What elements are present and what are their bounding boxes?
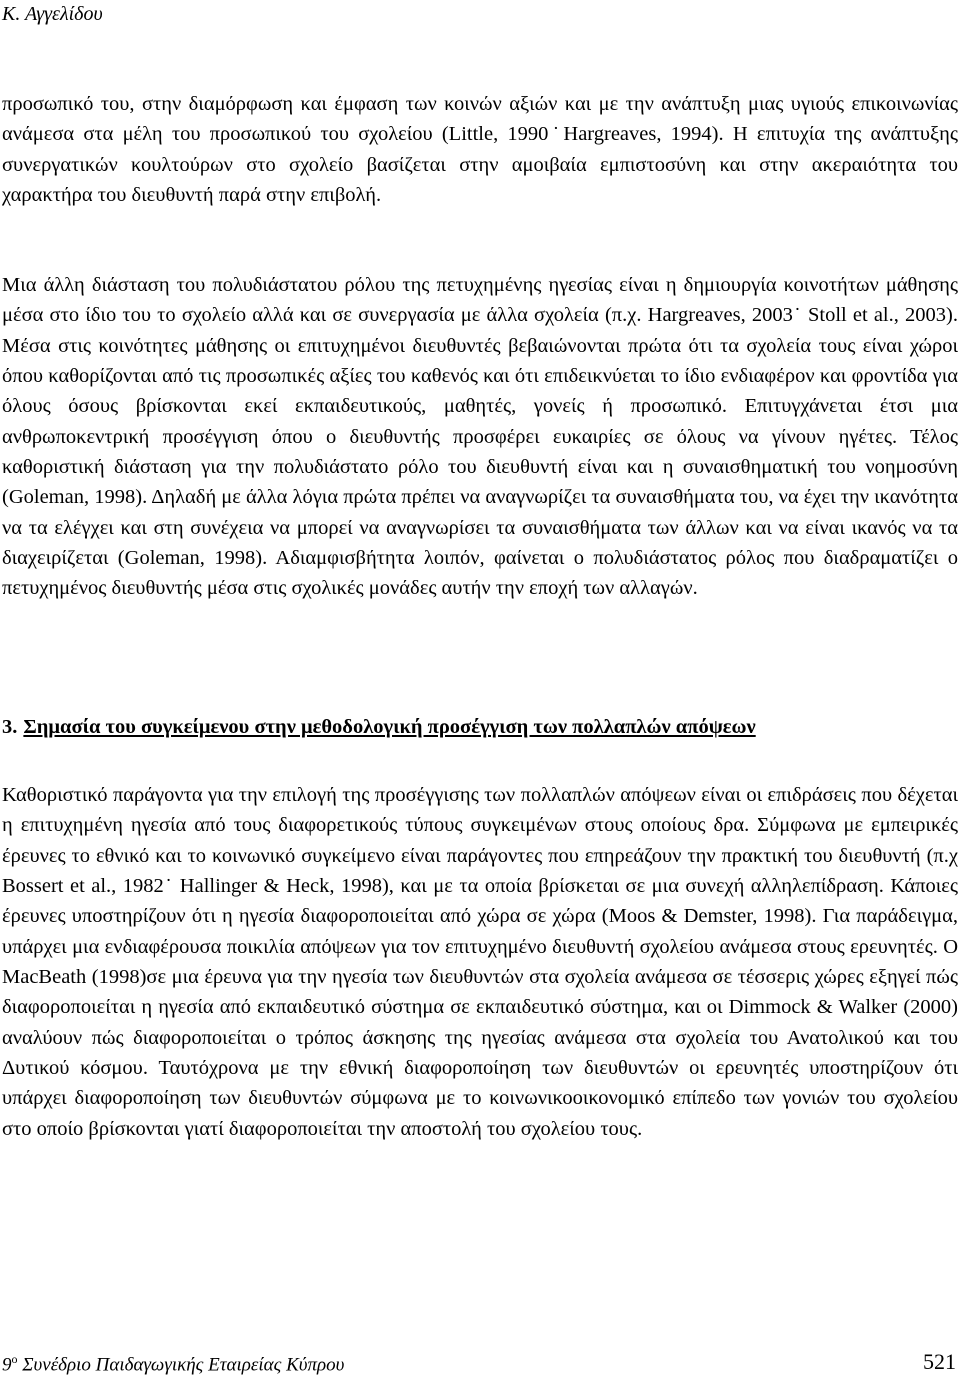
- paragraph-learning-communities: Μια άλλη διάσταση του πολυδιάστατου ρόλου της πετυχημένης ηγεσίας είναι η δημιουργία κοινοτήτων μάθησης μέσα στο ίδιο του το σχολείο αλλά και σε συνεργασία με άλλα σχολεία (π.χ. Hargreaves, 2003˙ Stoll et al., 2003). Μέσα στις κοινότητες μάθησης οι επιτυχημένοι διευθυντές βεβαιώνονται πρώτα ότι τα σχολεία τους είναι χώροι όπου καθορίζονται από τις προσωπικές αξίες του καθενός και ότι επιδεικνύεται το ίδιο ενδιαφέρον και φροντίδα για όλους όσους βρίσκονται εκεί εκπαιδευτικούς, μαθητές, γονείς ή προσωπικό. Επιτυγχάνεται έτσι μια ανθρωποκεντρική προσέγγιση όπου ο διευθυντής προσφέρει ευκαιρίες σε όλους να γίνουν ηγέτες. Τέλος καθοριστική διάσταση για την πολυδιάστατο ρόλο του διευθυντή είναι και η συναισθηματική του νοημοσύνη (Goleman, 1998). Δηλαδή με άλλα λόγια πρώτα πρέπει να αναγνωρίζει τα συναισθήματα του, να έχει την ικανότητα να τα ελέγχει και στη συνέχεια να μπορεί να αναγνωρίσει τα συναισθήματα των άλλων και να είναι ικανός να τα διαχειρίζεται (Goleman, 1998). Αδιαμφισβήτητα λοιπόν, φαίνεται ο πολυδιάστατος ρόλος που διαδραματίζει ο πετυχημένος διευθυντής μέσα στις σχολικές μονάδες αυτήν την εποχή των αλλαγών.: [2, 274, 958, 600]
- section-title: Σημασία του συγκείμενου στην μεθοδολογική προσέγγιση των πολλαπλών απόψεων: [23, 716, 756, 738]
- footer-edition-sup: ο: [11, 1352, 18, 1366]
- paragraph-context: Καθοριστικό παράγοντα για την επιλογή της προσέγγισης των πολλαπλών απόψεων είναι οι επιδράσεις που δέχεται η επιτυχημένη ηγεσία από τους διαφορετικούς τύπους συγκειμένων στους οποίους δρα. Σύμφωνα με εμπειρικές έρευνες το εθνικό και το κοινωνικό συγκείμενο είναι παράγοντες που επηρεάζουν την πρακτική του διευθυντή (π.χ Bossert et al., 1982˙ Hallinger & Heck, 1998), και με τα οποία βρίσκεται σε μια συνεχή αλληλεπίδραση. Κάποιες έρευνες υποστηρίζουν ότι η ηγεσία διαφοροποιείται από χώρα σε χώρα (Moos & Demster, 1998). Για παράδειγμα, υπάρχει μια ενδιαφέρουσα ποικιλία απόψεων για τον επιτυχημένο διευθυντή σχολείου ανάμεσα στους ερευνητές. Ο MacBeath (1998)σε μια έρευνα για την ηγεσία των διευθυντών στα σχολεία ανάμεσα σε τέσσερις χώρες εξηγεί πώς διαφοροποιείται η ηγεσία από εκπαιδευτικό σύστημα σε εκπαιδευτικό σύστημα, και οι Dimmock & Walker (2000) αναλύουν πώς διαφοροποιείται ο τρόπος άσκησης της ηγεσίας ανάμεσα στα σχολεία του Ανατολικού και του Δυτικού κόσμου. Ταυτόχρονα με την εθνική διαφοροποίηση των διευθυντών οι ερευνητές υποστηρίζουν ότι υπάρχει διαφοροποίηση των διευθυντών σύμφωνα με το κοινωνικοοικονομικό επίπεδο των γονιών του σχολείου στο οποίο βρίσκονται γιατί διαφοροποιείται την αποστολή του σχολείου τους.: [2, 784, 958, 1140]
- footer-conference: [2, 1352, 344, 1376]
- section-heading: [2, 716, 756, 739]
- page-number: 521: [923, 1349, 956, 1374]
- footer-conference-name: Συνέδριο Παιδαγωγικής Εταιρείας Κύπρου: [22, 1354, 345, 1376]
- footer-edition-number: 9: [2, 1354, 12, 1376]
- paragraph-continuation: προσωπικό του, στην διαμόρφωση και έμφαση των κοινών αξιών και με την ανάπτυξη μιας υγιούς επικοινωνίας ανάμεσα στα μέλη του προσωπικού του σχολείου (Little, 1990˙Hargreaves, 1994). Η επιτυχία της ανάπτυξης συνεργατικών κουλτούρων στο σχολείο βασίζεται στην αμοιβαία εμπιστοσύνη και στην ακεραιότητα του χαρακτήρα του διευθυντή παρά στην επιβολή.: [2, 93, 958, 207]
- running-header-author: Κ. Αγγελίδου: [2, 3, 103, 25]
- section-number: 3.: [2, 716, 18, 738]
